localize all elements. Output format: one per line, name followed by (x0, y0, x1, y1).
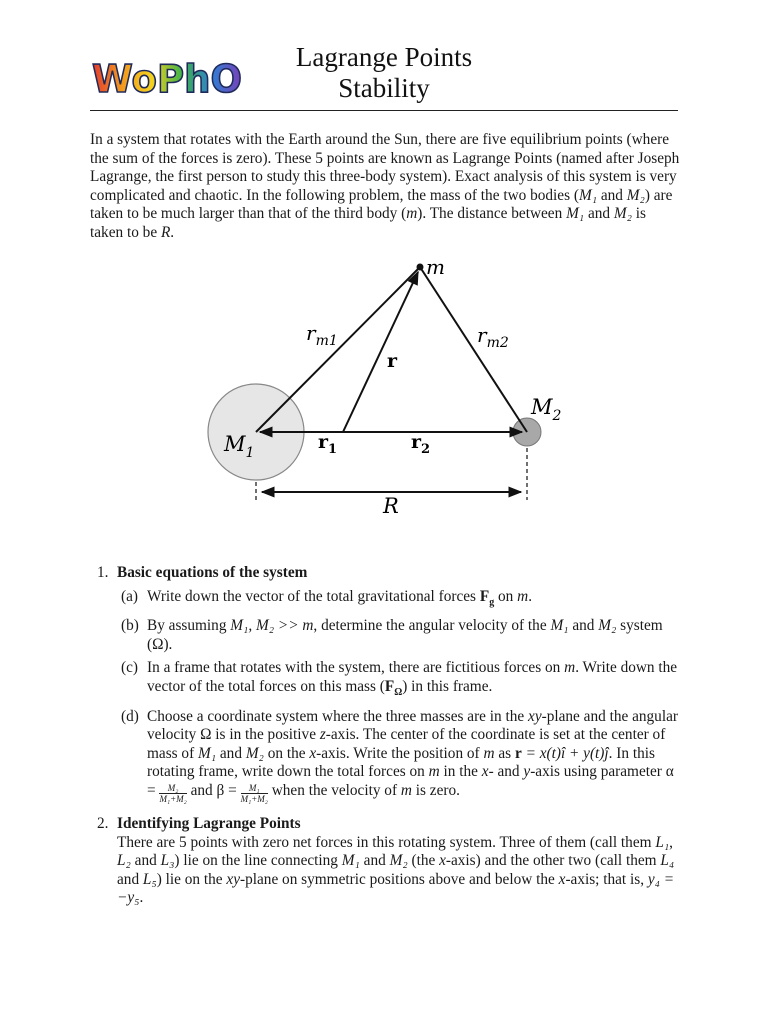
q-symbol: r (514, 744, 522, 762)
intro-paragraph (90, 131, 682, 243)
q-text: , determine the angular velocity of the (313, 617, 551, 635)
question-c (117, 659, 682, 702)
q-symbol: m (400, 782, 412, 800)
q-symbol: F (479, 587, 490, 605)
q-symbol: L₅ (142, 870, 157, 888)
q-text: when the velocity of (267, 782, 401, 800)
q-symbol: L₄ (660, 852, 675, 870)
label-m: m (426, 255, 445, 279)
section-number: 1. (97, 564, 109, 581)
question-d (117, 708, 682, 804)
q-text: - and (488, 763, 524, 781)
q-text: is zero. (411, 782, 460, 800)
q-text: -axis; that is, (565, 870, 648, 888)
question-list (90, 564, 682, 908)
fraction-denominator: M₁+M₂ (240, 794, 268, 805)
title-line-1: Lagrange Points (295, 42, 473, 72)
q-symbol: M₂ (598, 617, 617, 635)
q-symbol: y (523, 763, 531, 781)
three-body-diagram (195, 255, 575, 520)
symbol-M1: M₁ (578, 186, 598, 204)
q-text: and (130, 852, 161, 870)
fraction-numerator: M₁ (241, 783, 268, 794)
label-r1: $r_1$ (318, 431, 338, 457)
q-text: in the (439, 763, 482, 781)
q-symbol: M₁ (198, 744, 217, 762)
q-text: Write down the vector of the total gravitational forces (147, 587, 480, 605)
q-text: and (359, 852, 390, 870)
intro-text: . (170, 223, 175, 241)
label-M1: $M_1$ (224, 432, 255, 461)
symbol-M2: M₂ (626, 186, 645, 204)
intro-text: In a system that rotates with the Earth around the Sun, there are five equilibrium points (where the sum of the forces is zero). These 5 points are known as Lagrange Points (named after Joseph Lagrange, the first person to study this three-body system). Exact analysis of this system is very complicated and chaotic. In the following problem, the mass of the two bodies ( (90, 131, 680, 204)
q-text: -axis. Write the position of (316, 744, 484, 762)
question-label: (a) (121, 587, 138, 605)
question-a (117, 588, 682, 613)
q-text: By assuming (147, 617, 231, 635)
intro-text: ). The distance between (417, 205, 567, 223)
q-symbol: M₂ (389, 852, 408, 870)
rm2-line (420, 267, 527, 432)
q-symbol: y₄ = −y₅ (117, 870, 675, 907)
label-R: R (383, 494, 399, 518)
label-r2: $r_2$ (411, 431, 431, 457)
q-symbol: L₂ (117, 852, 131, 870)
page-title (250, 42, 518, 104)
q-text: Choose a coordinate system where the three masses are in the (147, 707, 529, 725)
label-r: r (387, 350, 398, 372)
fraction-numerator: M₂ (159, 783, 186, 794)
q-text: -axis. The center of the coordinate is set at the center of mass of (147, 726, 666, 762)
q-symbol: x (309, 744, 317, 762)
q-symbol: m (428, 763, 440, 781)
q-symbol: m (483, 744, 495, 762)
wopho-logo (90, 56, 248, 104)
q-text: and (117, 870, 143, 888)
question-label: (d) (121, 707, 139, 725)
q-symbol: M₁ (341, 852, 360, 870)
q-symbol: x (439, 852, 446, 870)
section-2 (90, 815, 682, 908)
q-symbol: M₁ (550, 617, 569, 635)
symbol-M2: M₂ (613, 205, 632, 223)
intro-text: and (597, 186, 627, 204)
symbol-m: m (406, 205, 418, 223)
q-symbol: F (384, 678, 395, 696)
q-symbol: = x(t)î + y(t)ĵ (521, 744, 609, 762)
label-rm1: $r_{m1}$ (306, 321, 338, 349)
q-symbol: L₁ (655, 833, 670, 851)
intro-text: is taken to be (90, 205, 646, 241)
q-symbol: M₂ (245, 744, 264, 762)
q-symbol: z (319, 726, 326, 744)
question-b (117, 617, 682, 654)
q-symbol: xy (226, 870, 241, 888)
q-symbol: m (517, 587, 529, 605)
question-label: (b) (121, 617, 139, 635)
symbol-M1: M₁ (566, 205, 585, 223)
q-text: . (139, 889, 144, 907)
q-text: -plane on symmetric positions above and below the (240, 870, 559, 888)
section-heading: Basic equations of the system (117, 564, 308, 581)
section-1 (90, 564, 682, 804)
q-text: and (216, 744, 246, 762)
intro-text: ) are taken to be much larger than that of the third body ( (90, 186, 673, 223)
q-text: ) lie on the line connecting (174, 852, 342, 870)
mass-m-dot (417, 264, 424, 271)
label-M2: $M_2$ (531, 395, 562, 424)
q-text: and β = (186, 782, 241, 800)
q-symbol: M₁, M₂ >> m (230, 617, 314, 635)
q-text: . Write down the vector of the total forces on this mass ( (147, 659, 678, 696)
q-symbol: Ω (394, 687, 403, 699)
beta-fraction (241, 783, 268, 804)
q-text: on (494, 587, 518, 605)
section-2-text (117, 834, 682, 908)
logo-text: WoPhO (92, 57, 242, 101)
q-text: as (494, 744, 515, 762)
q-text: -axis) and the other two (call them (445, 852, 661, 870)
q-text: ) in this frame. (402, 678, 493, 696)
q-text: -plane and the angular velocity Ω is in the positive (147, 707, 678, 744)
header-rule (90, 110, 678, 111)
q-text: ) lie on the (156, 870, 227, 888)
fraction-denominator: M₁+M₂ (159, 794, 187, 805)
q-text: (the (407, 852, 440, 870)
label-rm2: $r_{m2}$ (477, 323, 509, 351)
symbol-R: R (160, 223, 171, 241)
q-symbol: m (564, 659, 576, 677)
section-number: 2. (97, 815, 109, 833)
q-symbol: xy (528, 707, 542, 725)
question-label: (c) (121, 659, 138, 677)
q-text: and (568, 617, 599, 635)
q-text: . (528, 587, 533, 605)
intro-text: and (584, 205, 614, 223)
q-text: on the (263, 744, 310, 762)
alpha-fraction (159, 783, 186, 804)
r-vector (343, 272, 418, 432)
q-text: system (Ω). (147, 617, 663, 653)
q-text: . In this rotating frame, write down the total forces on (147, 744, 655, 781)
q-symbol: x (481, 763, 489, 781)
q-symbol: g (489, 596, 495, 608)
section-heading: Identifying Lagrange Points (117, 815, 301, 833)
q-symbol: x (558, 870, 566, 888)
q-text: -axis using parameter α = (147, 763, 674, 800)
q-text: There are 5 points with zero net forces in this rotating system. Three of them (call them (117, 833, 656, 851)
title-line-2: Stability (338, 73, 430, 103)
q-text: In a frame that rotates with the system, there are fictitious forces on (147, 659, 565, 677)
q-symbol: L₃ (160, 852, 175, 870)
q-text: , (669, 833, 673, 851)
